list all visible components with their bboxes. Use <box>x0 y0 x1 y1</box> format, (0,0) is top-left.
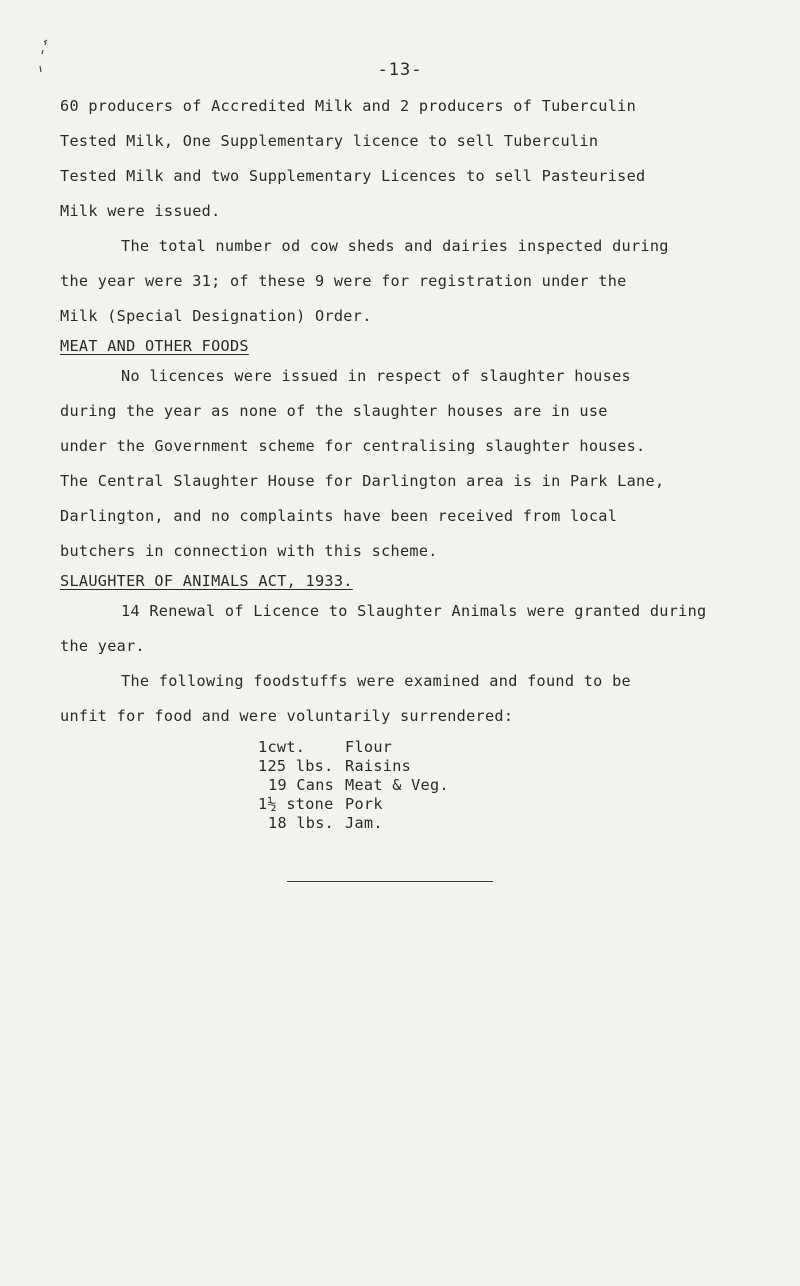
paragraph-line: during the year as none of the slaughter houses are in use <box>60 402 608 420</box>
paragraph-line: 60 producers of Accredited Milk and 2 producers of Tuberculin <box>60 97 637 115</box>
foodstuff-item: Meat & Veg. <box>345 776 449 794</box>
paragraph-line: The Central Slaughter House for Darlington area is in Park Lane, <box>60 472 665 490</box>
foodstuff-quantity: 1½ stone <box>258 795 334 813</box>
paragraph-line: No licences were issued in respect of slaughter houses <box>121 367 631 385</box>
foodstuff-item: Raisins <box>345 757 412 775</box>
paragraph-line: 14 Renewal of Licence to Slaughter Animals were granted during <box>121 602 707 620</box>
paragraph-line: The following foodstuffs were examined and found to be <box>121 672 631 690</box>
foodstuff-quantity: 19 Cans <box>268 776 335 794</box>
paragraph-line: The total number od cow sheds and dairies inspected during <box>121 237 669 255</box>
page-number: -13- <box>377 60 423 80</box>
paragraph-line: Darlington, and no complaints have been received from local <box>60 507 618 525</box>
foodstuff-quantity: 18 lbs. <box>268 814 335 832</box>
paragraph-line: Tested Milk and two Supplementary Licences to sell Pasteurised <box>60 167 646 185</box>
foodstuff-item: Pork <box>345 795 383 813</box>
paragraph-line: the year were 31; of these 9 were for registration under the <box>60 272 627 290</box>
foodstuff-item: Jam. <box>345 814 383 832</box>
paragraph-line: butchers in connection with this scheme. <box>60 542 438 560</box>
paragraph-line: unfit for food and were voluntarily surrendered: <box>60 707 514 725</box>
paragraph-line: Milk (Special Designation) Order. <box>60 307 372 325</box>
foodstuff-item: Flour <box>345 738 393 756</box>
section-heading-slaughter-act: SLAUGHTER OF ANIMALS ACT, 1933. <box>60 572 353 590</box>
end-divider <box>287 881 493 882</box>
section-heading-meat: MEAT AND OTHER FOODS <box>60 337 249 355</box>
foodstuff-quantity: 1cwt. <box>258 738 306 756</box>
paragraph-line: Tested Milk, One Supplementary licence to sell Tuberculin <box>60 132 599 150</box>
paragraph-line: the year. <box>60 637 145 655</box>
paragraph-line: Milk were issued. <box>60 202 221 220</box>
foodstuff-quantity: 125 lbs. <box>258 757 334 775</box>
paragraph-line: under the Government scheme for centralising slaughter houses. <box>60 437 646 455</box>
